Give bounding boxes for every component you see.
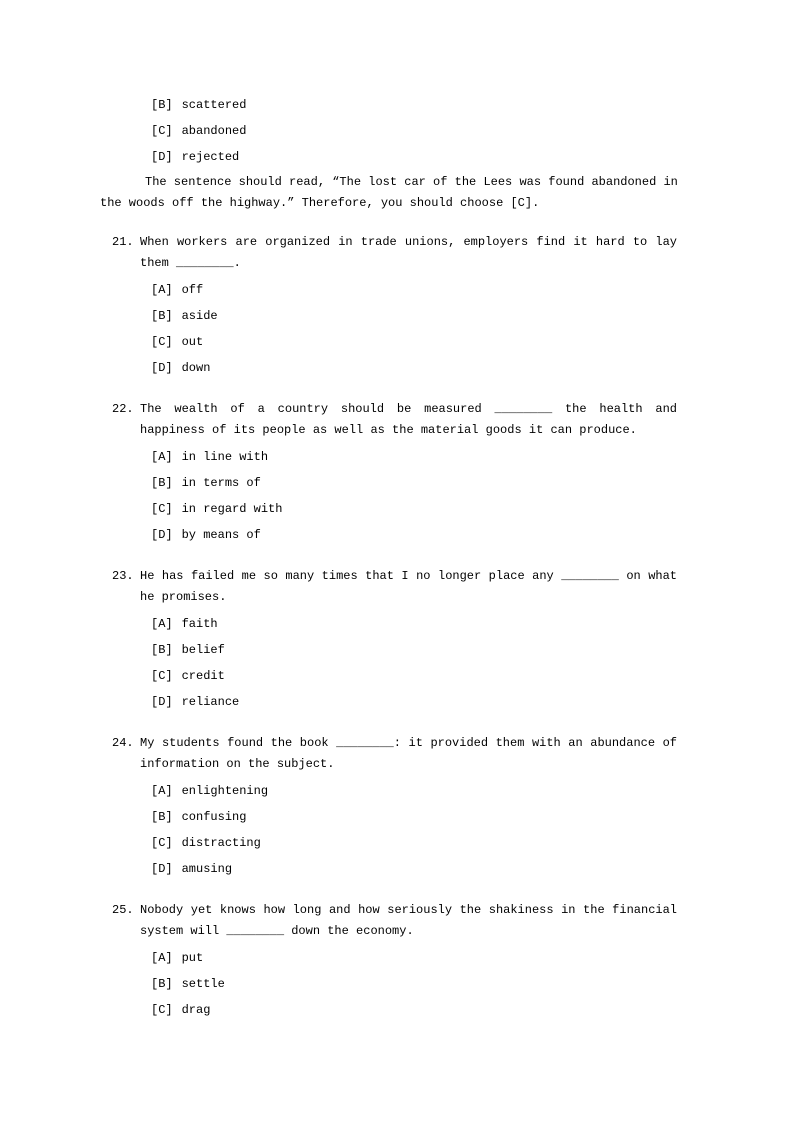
option-text: amusing [181, 862, 233, 876]
option-text: down [181, 361, 211, 375]
option-key: [C] [151, 502, 173, 516]
option-text: aside [181, 309, 218, 323]
option-text: drag [181, 1003, 211, 1017]
answer-option [100, 971, 677, 997]
option-text: abandoned [181, 124, 247, 138]
option-key: [A] [151, 450, 173, 464]
answer-option [100, 329, 677, 355]
question-text-line: system will ________ down the economy. [140, 924, 414, 938]
question-block-24 [100, 733, 677, 882]
answer-option [100, 804, 677, 830]
question-number: 23. [112, 569, 134, 583]
option-key: [B] [151, 977, 173, 991]
option-text: confusing [181, 810, 247, 824]
option-key: [B] [151, 643, 173, 657]
option-text: in line with [181, 450, 269, 464]
question-text-line: The wealth of a country should be measured ________ the health and [140, 402, 677, 416]
question-text-line: information on the subject. [140, 757, 335, 771]
question-text-line: them ________. [140, 256, 241, 270]
question-number: 25. [112, 903, 134, 917]
question-text-line: He has failed me so many times that I no longer place any ________ on what [140, 569, 677, 583]
option-text: enlightening [181, 784, 269, 798]
options-list [100, 945, 677, 1023]
answer-option [100, 444, 677, 470]
answer-option [100, 778, 677, 804]
options-list [100, 444, 677, 548]
answer-option [100, 277, 677, 303]
option-text: scattered [181, 98, 247, 112]
question-text [140, 733, 677, 775]
question-text [140, 399, 677, 441]
question-number: 22. [112, 402, 134, 416]
option-key: [C] [151, 335, 173, 349]
question-text-line: Nobody yet knows how long and how seriously the shakiness in the financial [140, 903, 677, 917]
question-text [140, 232, 677, 274]
answer-option [100, 355, 677, 381]
option-key: [B] [151, 309, 173, 323]
option-key: [C] [151, 124, 173, 138]
option-text: by means of [181, 528, 261, 542]
question-block-21 [100, 232, 677, 381]
answer-option [100, 470, 677, 496]
option-text: belief [181, 643, 225, 657]
option-key: [D] [151, 695, 173, 709]
question-block-23 [100, 566, 677, 715]
option-key: [A] [151, 951, 173, 965]
options-list [100, 778, 677, 882]
option-text: in terms of [181, 476, 261, 490]
page-content [100, 92, 677, 1023]
question-number: 21. [112, 235, 134, 249]
option-key: [A] [151, 617, 173, 631]
option-key: [C] [151, 1003, 173, 1017]
answer-option [100, 92, 677, 118]
answer-option [100, 689, 677, 715]
question-text [140, 566, 677, 608]
option-text: in regard with [181, 502, 283, 516]
question-text-line: My students found the book ________: it provided them with an abundance of [140, 736, 677, 750]
option-key: [D] [151, 528, 173, 542]
answer-option [100, 997, 677, 1023]
question-text-line: happiness of its people as well as the material goods it can produce. [140, 423, 637, 437]
option-key: [B] [151, 476, 173, 490]
answer-option [100, 496, 677, 522]
question-block-22 [100, 399, 677, 548]
option-text: reliance [181, 695, 240, 709]
answer-option [100, 303, 677, 329]
option-key: [B] [151, 98, 173, 112]
explanation-line: The sentence should read, “The lost car of the Lees was found abandoned in [145, 175, 678, 189]
option-key: [D] [151, 361, 173, 375]
question-text-line: he promises. [140, 590, 227, 604]
option-text: out [181, 335, 204, 349]
answer-option [100, 830, 677, 856]
option-key: [D] [151, 150, 173, 164]
option-key: [A] [151, 283, 173, 297]
answer-option [100, 663, 677, 689]
option-key: [C] [151, 669, 173, 683]
question-block-25 [100, 900, 677, 1023]
answer-option [100, 611, 677, 637]
option-text: credit [181, 669, 225, 683]
option-key: [B] [151, 810, 173, 824]
option-text: rejected [181, 150, 240, 164]
option-text: put [181, 951, 204, 965]
option-key: [D] [151, 862, 173, 876]
options-list [100, 277, 677, 381]
answer-option [100, 522, 677, 548]
option-text: faith [181, 617, 218, 631]
question-text-line: When workers are organized in trade unions, employers find it hard to lay [140, 235, 677, 249]
answer-option [100, 118, 677, 144]
answer-option [100, 144, 677, 170]
question-text [140, 900, 677, 942]
option-key: [C] [151, 836, 173, 850]
answer-option [100, 637, 677, 663]
option-key: [A] [151, 784, 173, 798]
explanation-paragraph [100, 172, 677, 214]
options-list [100, 611, 677, 715]
question-number: 24. [112, 736, 134, 750]
explanation-line: the woods off the highway.” Therefore, you should choose [C]. [100, 196, 540, 210]
answer-option [100, 945, 677, 971]
answer-option [100, 856, 677, 882]
option-text: off [181, 283, 204, 297]
option-text: settle [181, 977, 225, 991]
option-text: distracting [181, 836, 261, 850]
